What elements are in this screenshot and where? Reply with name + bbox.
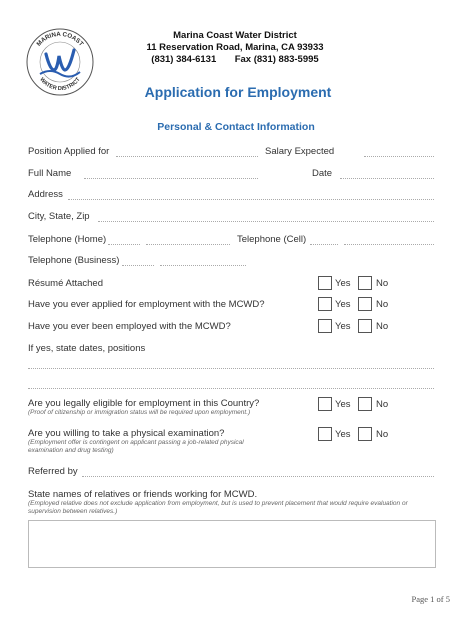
eligible-yes-checkbox[interactable] (318, 397, 332, 411)
applied-before-label: Have you ever applied for employment with the MCWD? (28, 299, 265, 310)
address-field[interactable] (68, 199, 434, 200)
employed-yes-checkbox[interactable] (318, 319, 332, 333)
resume-no-label: No (376, 278, 389, 289)
physical-no-checkbox[interactable] (358, 427, 372, 441)
logo-text-bottom: WATER DISTRICT (38, 76, 82, 93)
org-phone-fax: (831) 384-6131 Fax (831) 883-5995 (151, 54, 319, 65)
logo-text-top: MARINA COAST (35, 30, 85, 48)
if-yes-label: If yes, state dates, positions (28, 343, 146, 354)
applied-yes-label: Yes (335, 299, 351, 310)
employed-yes-label: Yes (335, 321, 351, 332)
logo-seal (24, 26, 96, 98)
full-name-label: Full Name (28, 168, 72, 179)
eligible-label: Are you legally eligible for employment in this Country? (28, 398, 260, 409)
eligible-yes-label: Yes (335, 399, 351, 410)
phone-home-label: Telephone (Home) (28, 234, 107, 245)
district-logo (24, 26, 96, 98)
physical-no-label: No (376, 429, 389, 440)
position-field[interactable] (116, 156, 258, 157)
referred-by-field[interactable] (82, 476, 434, 477)
svg-text:WATER DISTRICT (38, 76, 82, 92)
date-field[interactable] (340, 178, 434, 179)
page-number: Page 1 of 5 (411, 594, 450, 604)
resume-no-checkbox[interactable] (358, 276, 372, 290)
employed-before-label: Have you ever been employed with the MCWD? (28, 321, 231, 332)
referred-by-label: Referred by (28, 466, 78, 477)
phone-cell-field[interactable] (344, 244, 434, 245)
employed-no-label: No (376, 321, 389, 332)
page-title: Application for Employment (144, 84, 332, 100)
applied-no-label: No (376, 299, 389, 310)
physical-yes-checkbox[interactable] (318, 427, 332, 441)
resume-yes-label: Yes (335, 278, 351, 289)
applied-no-checkbox[interactable] (358, 297, 372, 311)
phone-cell-area-field[interactable] (310, 244, 338, 245)
resume-yes-checkbox[interactable] (318, 276, 332, 290)
phone-business-area-field[interactable] (122, 265, 154, 266)
salary-label: Salary Expected (265, 146, 335, 157)
salary-field[interactable] (364, 156, 434, 157)
position-label: Position Applied for (28, 146, 110, 157)
if-yes-field-line-2[interactable] (28, 388, 434, 389)
phone-cell-label: Telephone (Cell) (237, 234, 307, 245)
phone-home-area-field[interactable] (108, 244, 140, 245)
applied-yes-checkbox[interactable] (318, 297, 332, 311)
date-label: Date (312, 168, 333, 179)
if-yes-field-line-1[interactable] (28, 368, 434, 369)
phone-business-label: Telephone (Business) (28, 255, 120, 266)
phone-business-field[interactable] (160, 265, 246, 266)
city-state-zip-field[interactable] (98, 221, 434, 222)
relatives-textarea[interactable] (28, 520, 436, 568)
physical-note-1: (Employment offer is contingent on applicant passing a job-related physical (28, 439, 244, 446)
org-address: 11 Reservation Road, Marina, CA 93933 (146, 42, 324, 53)
physical-note-2: examination and drug testing) (28, 447, 114, 454)
address-label: Address (28, 189, 63, 200)
employed-no-checkbox[interactable] (358, 319, 372, 333)
relatives-note-2: supervision between relatives.) (28, 508, 118, 515)
relatives-note-1: (Employed relative does not exclude application from employment, but is used to prevent placement that would require evaluation or (28, 500, 408, 507)
section-title: Personal & Contact Information (157, 121, 315, 133)
city-state-zip-label: City, State, Zip (28, 211, 90, 222)
physical-label: Are you willing to take a physical examination? (28, 428, 225, 439)
full-name-field[interactable] (84, 178, 258, 179)
eligible-no-label: No (376, 399, 389, 410)
phone-home-field[interactable] (146, 244, 230, 245)
eligible-note: (Proof of citizenship or immigration status will be required upon employment.) (28, 409, 251, 416)
resume-label: Résumé Attached (28, 278, 103, 289)
relatives-label: State names of relatives or friends working for MCWD. (28, 489, 258, 500)
physical-yes-label: Yes (335, 429, 351, 440)
eligible-no-checkbox[interactable] (358, 397, 372, 411)
org-name: Marina Coast Water District (173, 30, 297, 41)
